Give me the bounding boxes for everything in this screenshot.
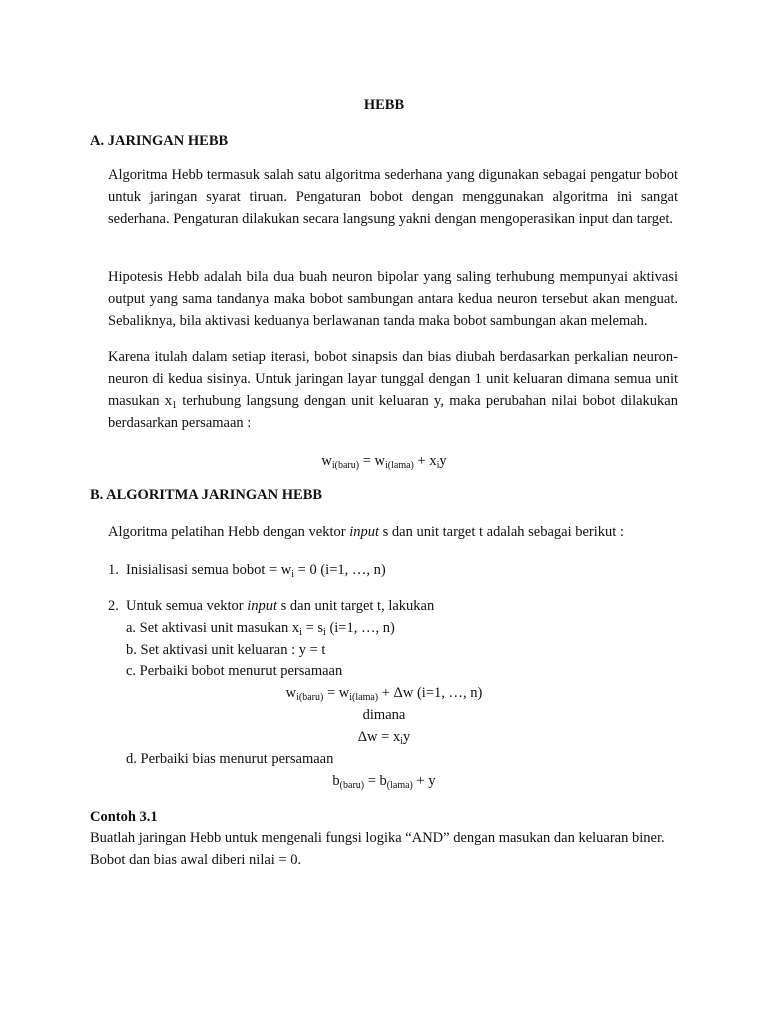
eq4-equals: = b [364, 773, 387, 789]
eq1-plus-x: + x [413, 453, 437, 469]
eq3-y: y [403, 729, 411, 745]
section-b-intro [108, 521, 624, 543]
step-1-sub: i [291, 569, 295, 580]
eq2-w: w [285, 685, 297, 701]
eq4-sub-new: (baru) [339, 780, 365, 791]
eq1-equals: = [359, 453, 375, 469]
page-title: HEBB [363, 97, 405, 113]
eq4-b: b [332, 773, 340, 789]
intro-italic: input [349, 524, 380, 540]
section-a-paragraph-1: Algoritma Hebb termasuk salah satu algoritma sederhana yang digunakan sebagai pengatur bobot untuk jaringan syarat tiruan. Pengaturan bobot dengan menggunakan algoritma ini sangat sederhana. Pengaturan dilakukan secara langsung yakni dengan mengoperasikan input dan target. [108, 167, 678, 227]
section-a-heading: A. JARINGAN HEBB [90, 133, 229, 149]
step-2-number: 2. [108, 598, 119, 614]
eq3-text: Δw = x [357, 729, 401, 745]
eq2-end: + Δw (i=1, …, n) [378, 685, 483, 701]
equation-delta-w [0, 726, 768, 748]
step-2b: b. Set aktivasi unit keluaran : y = t [126, 642, 326, 658]
section-a-paragraph-3 [108, 346, 678, 434]
step-2a-end: (i=1, …, n) [325, 620, 395, 636]
dimana-label: dimana [362, 707, 406, 723]
eq1-w-old: w [374, 453, 386, 469]
intro-text-end: s dan unit target t adalah sebagai berikut : [379, 524, 624, 540]
section-b-heading: B. ALGORITMA JARINGAN HEBB [90, 487, 323, 503]
step-2a-sub-1: i [299, 627, 302, 638]
eq1-sub-i: i [436, 460, 440, 471]
eq1-sub-new: i(baru) [331, 460, 360, 471]
section-a-paragraph-2: Hipotesis Hebb adalah bila dua buah neuron bipolar yang saling terhubung mempunyai aktivasi output yang sama tandanya maka bobot sambungan antara kedua neuron tersebut akan menguat. Sebaliknya, bila aktivasi keduanya berlawanan tanda maka bobot sambungan akan melemah. [108, 269, 678, 329]
equation-weight-delta [0, 682, 768, 704]
eq1-w: w [321, 453, 332, 469]
step-1-text: Inisialisasi semua bobot = w [126, 562, 292, 578]
step-2a-sub-2: i [323, 627, 326, 638]
step-2 [108, 595, 434, 617]
eq4-end: + y [412, 773, 436, 789]
example-text: Buatlah jaringan Hebb untuk mengenali fungsi logika “AND” dengan masukan dan keluaran biner. Bobot dan bias awal diberi nilai = 0. [90, 830, 665, 868]
step-2a [126, 617, 395, 639]
intro-text-start: Algoritma pelatihan Hebb dengan vektor [108, 524, 350, 540]
step-1 [108, 559, 386, 581]
eq4-sub-old: (lama) [386, 780, 413, 791]
equation-weight-update [0, 450, 768, 472]
step-1-text-end: = 0 (i=1, …, n) [294, 562, 386, 578]
step-2-text: Untuk semua vektor [126, 598, 248, 614]
eq2-sub-old: i(lama) [349, 692, 379, 703]
step-2d: d. Perbaiki bias menurut persamaan [126, 751, 334, 767]
step-2-text-end: s dan unit target t, lakukan [277, 598, 435, 614]
paragraph-3-text-end: terhubung langsung dengan unit keluaran y, maka perubahan nilai bobot dilakukan berdasarkan persamaan : [108, 393, 678, 431]
subscript-1: 1 [172, 400, 178, 411]
step-2a-text: a. Set aktivasi unit masukan x [126, 620, 300, 636]
step-2c: c. Perbaiki bobot menurut persamaan [126, 663, 343, 679]
paragraph-3-text-start: Karena itulah dalam setiap iterasi, bobot sinapsis dan bias diubah berdasarkan perkalian neuron-neuron di kedua sisinya. Untuk jaringan layar tunggal dengan 1 unit keluaran dimana semua unit masukan x [108, 349, 678, 409]
step-1-number: 1. [108, 562, 119, 578]
eq3-sub: i [400, 736, 403, 747]
eq2-equals: = w [323, 685, 350, 701]
eq2-sub-new: i(baru) [296, 692, 324, 703]
eq1-sub-old: i(lama) [385, 460, 414, 471]
eq1-y: y [439, 453, 447, 469]
step-2a-mid: = s [301, 620, 324, 636]
step-2-italic: input [247, 598, 278, 614]
equation-bias-update [0, 770, 768, 792]
example-heading: Contoh 3.1 [90, 809, 158, 825]
